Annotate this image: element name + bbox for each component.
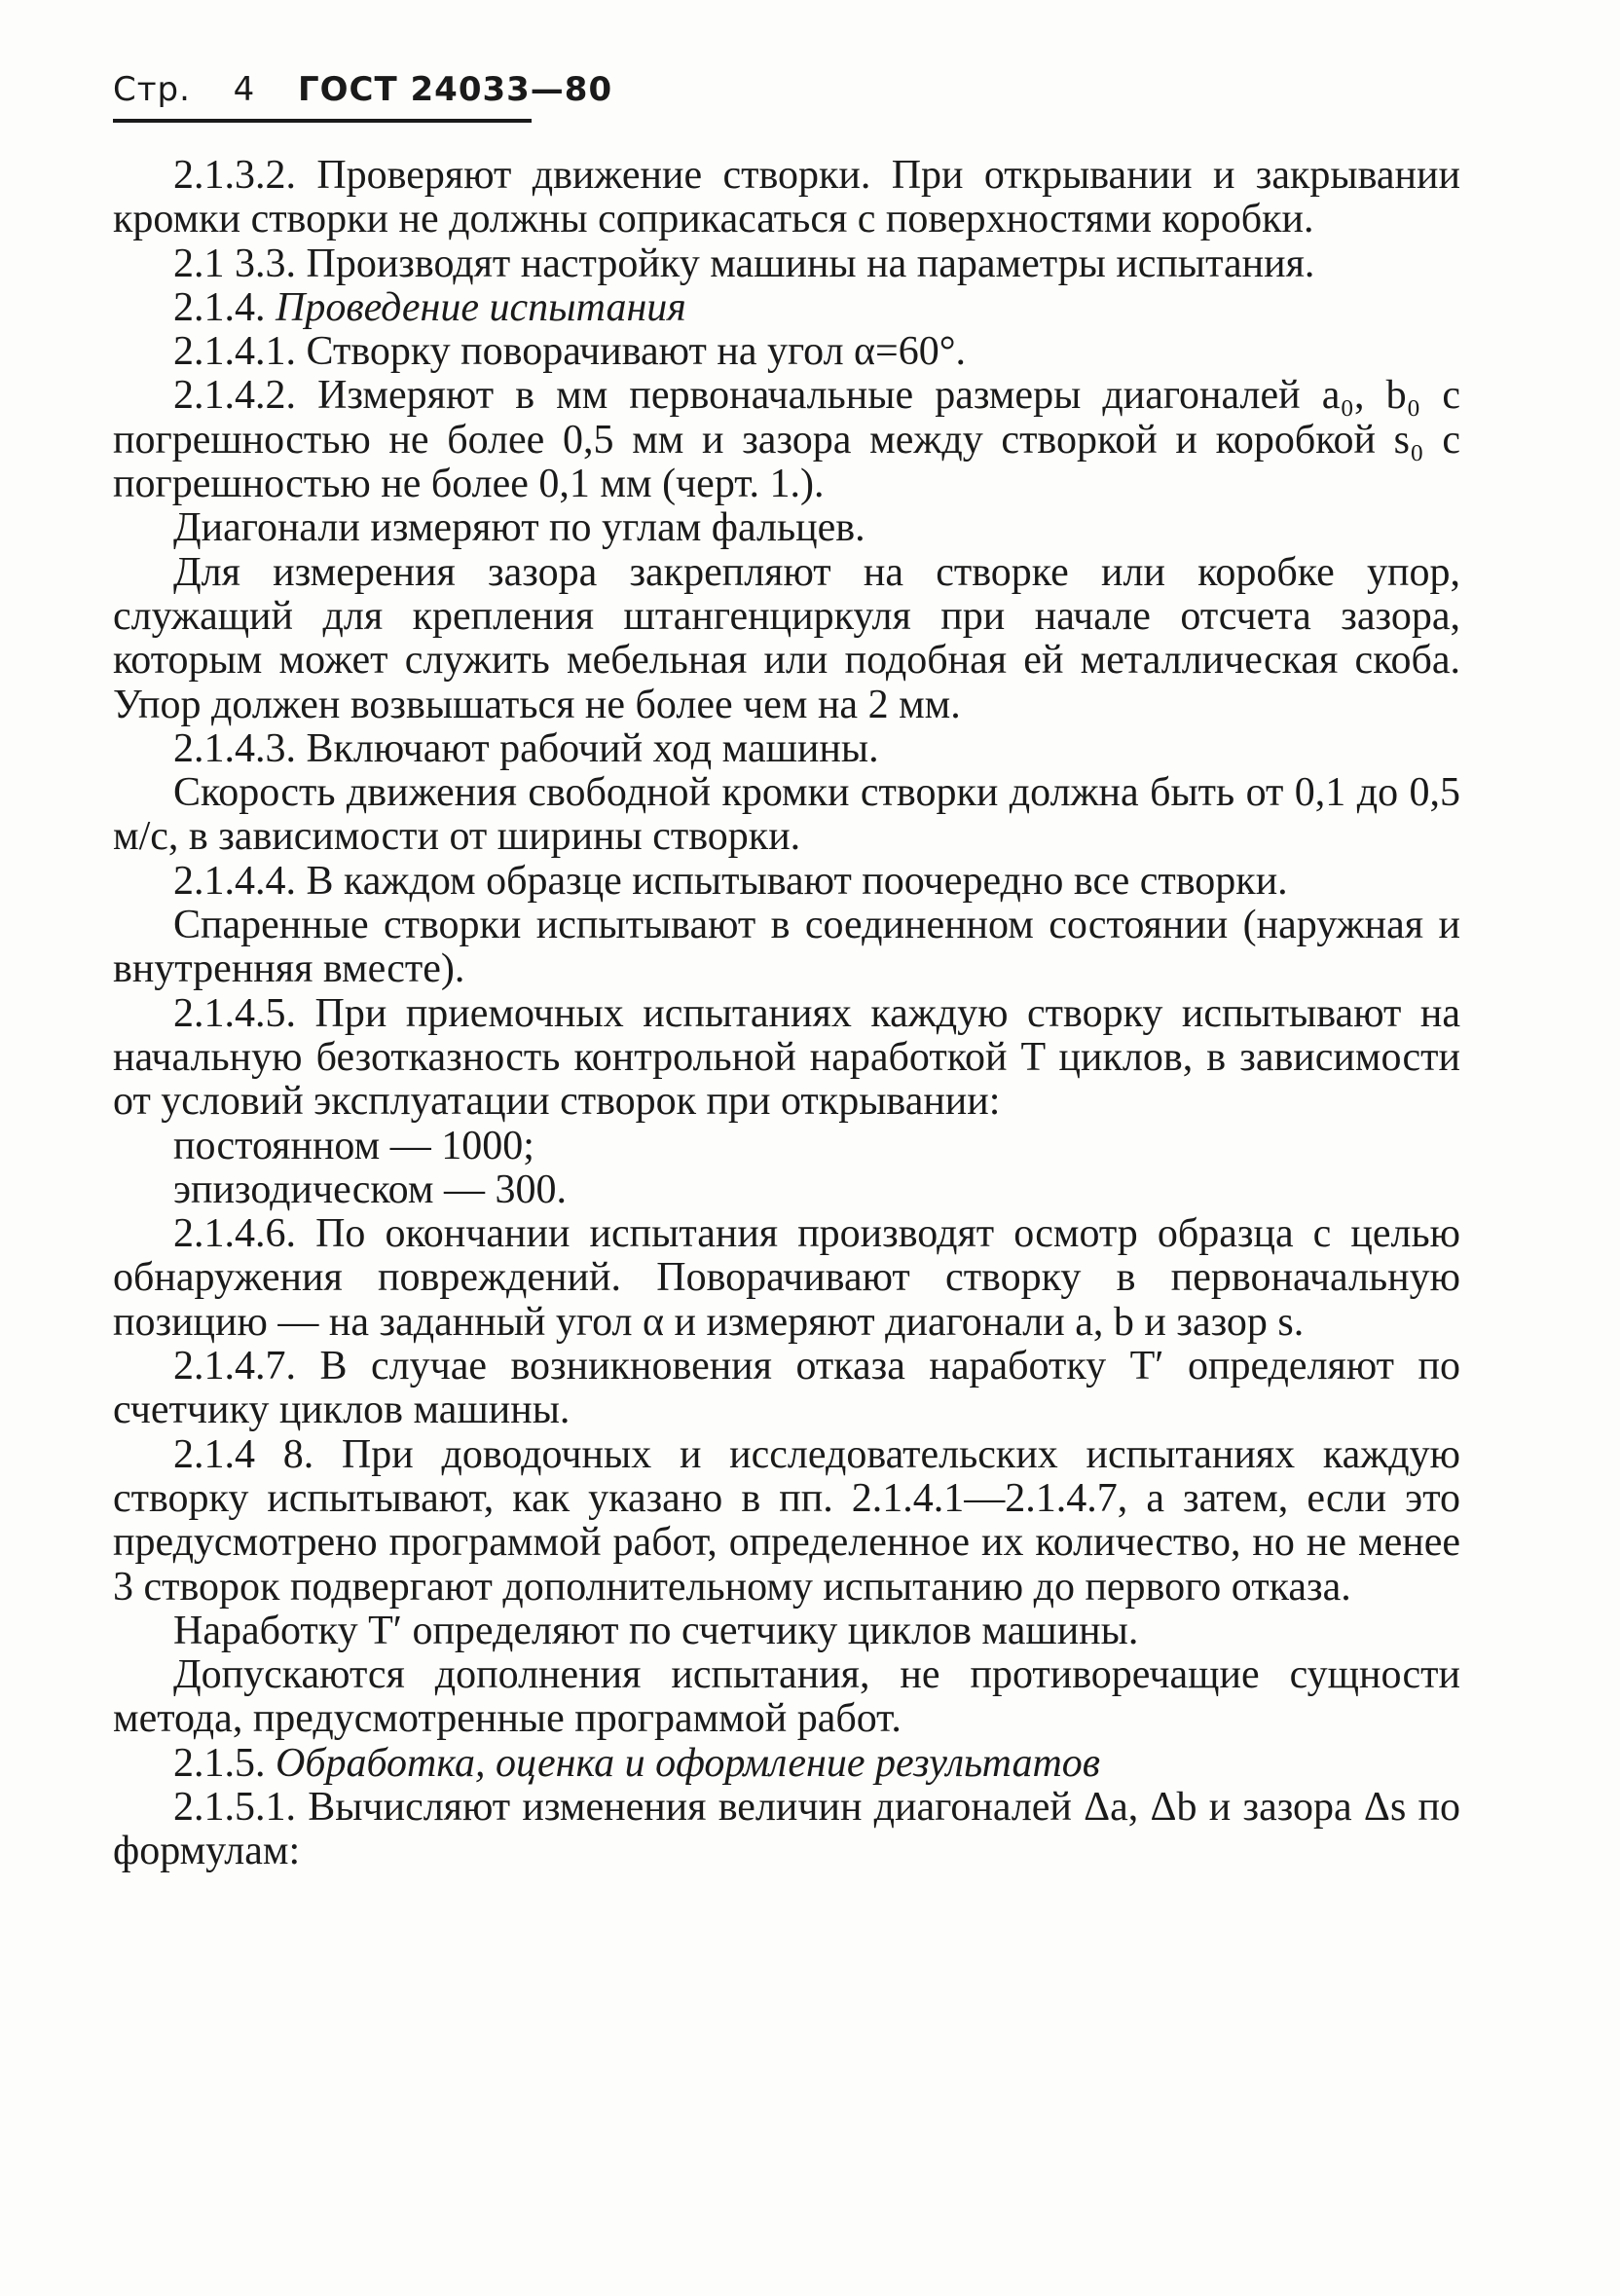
paragraph-2-1-5-1: 2.1.5.1. Вычисляют изменения величин диагоналей Δa, Δb и зазора Δs по формулам: xyxy=(113,1784,1460,1874)
section-heading-2-1-5 xyxy=(113,1742,1460,1786)
section-number: 2.1.4. xyxy=(173,284,266,330)
paragraph-speed: Скорость движения свободной кромки створки должна быть от 0,1 до 0,5 м/с, в зависимости от ширины створки. xyxy=(113,770,1460,860)
standard-designation: ГОСТ 24033—80 xyxy=(297,70,613,109)
paragraph-2-1-4-1: 2.1.4.1. Створку поворачивают на угол α=60°. xyxy=(173,329,967,375)
paragraph-2-1-4-8: 2.1.4 8. При доводочных и исследовательских испытаниях каждую створку испытывают, как указано в пп. 2.1.4.1—2.1.4.7, а затем, если это предусмотрено программой работ, определенное их количество, но не менее 3 створок подвергают дополнительному испытанию до первого отказа. xyxy=(113,1431,1460,1610)
paragraph-2-1-4-3: 2.1.4.3. Включают рабочий ход машины. xyxy=(173,725,879,771)
list-item-constant: постоянном — 1000; xyxy=(173,1123,534,1168)
paragraph-2-1-3-3: 2.1 3.3. Производят настройку машины на параметры испытания. xyxy=(173,241,1315,286)
section-title: Проведение испытания xyxy=(276,284,686,330)
page-label: Стр. xyxy=(113,70,191,109)
paragraph-diagonals: Диагонали измеряют по углам фальцев. xyxy=(173,505,865,551)
section-number: 2.1.5. xyxy=(173,1740,266,1786)
paragraph-2-1-4-6: 2.1.4.6. По окончании испытания производят осмотр образца с целью обнаружения повреждений. Поворачивают створку в первоначальную позицию — на заданный угол α и измеряют диагонали a, b и зазор s. xyxy=(113,1211,1460,1345)
paragraph-2-1-4-2: 2.1.4.2. Измеряют в мм первоначальные размеры диагоналей a₀, b₀ с погрешностью не более 0,5 мм и зазора между створкой и коробкой s₀ с погрешностью не более 0,1 мм (черт. 1.). xyxy=(113,373,1460,507)
document-body xyxy=(113,154,1460,1874)
paragraph-paired-sashes: Спаренные створки испытывают в соединенном состоянии (наружная и внутренняя вместе). xyxy=(113,903,1460,992)
paragraph-additions: Допускаются дополнения испытания, не противоречащие сущности метода, предусмотренные программой работ. xyxy=(113,1652,1460,1742)
paragraph-2-1-3-2: 2.1.3.2. Проверяют движение створки. При открывании и закрывании кромки створки не должны соприкасаться с поверхностями коробки. xyxy=(113,153,1460,242)
page-number: 4 xyxy=(233,70,256,109)
paragraph-operating-time: Наработку T′ определяют по счетчику циклов машины. xyxy=(173,1608,1139,1653)
section-heading-2-1-4 xyxy=(113,286,1460,330)
paragraph-2-1-4-4: 2.1.4.4. В каждом образце испытывают поочередно все створки. xyxy=(173,858,1288,904)
paragraph-stop-mount: Для измерения зазора закрепляют на створке или коробке упор, служащий для крепления штангенциркуля при начале отсчета зазора, которым может служить мебельная или подобная ей металлическая скоба. Упор должен возвышаться не более чем на 2 мм. xyxy=(113,549,1460,727)
paragraph-2-1-4-7: 2.1.4.7. В случае возникновения отказа наработку T′ определяют по счетчику циклов машины. xyxy=(113,1344,1460,1433)
section-title: Обработка, оценка и оформление результатов xyxy=(276,1740,1101,1786)
page-header xyxy=(113,70,613,123)
list-item-episodic: эпизодическом — 300. xyxy=(173,1167,567,1212)
paragraph-2-1-4-5: 2.1.4.5. При приемочных испытаниях каждую створку испытывают на начальную безотказность контрольной наработкой T циклов, в зависимости от условий эксплуатации створок при открывании: xyxy=(113,990,1460,1125)
